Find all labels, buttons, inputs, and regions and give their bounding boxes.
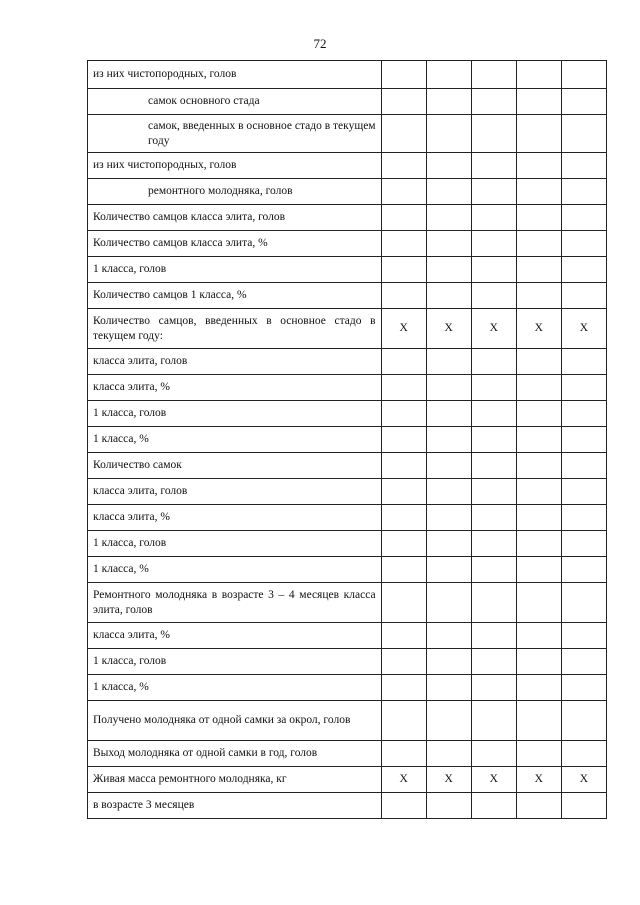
- value-cell: [561, 505, 606, 531]
- value-cell: [561, 427, 606, 453]
- value-cell: Х: [381, 309, 426, 349]
- value-cell: [561, 741, 606, 767]
- value-cell: [381, 741, 426, 767]
- value-cell: [561, 375, 606, 401]
- value-cell: [561, 257, 606, 283]
- table-row: [88, 793, 607, 819]
- value-cell: [471, 89, 516, 115]
- value-cell: [381, 179, 426, 205]
- table-row: [88, 309, 607, 349]
- table-row: [88, 453, 607, 479]
- value-cell: [471, 115, 516, 153]
- value-cell: [561, 179, 606, 205]
- value-cell: [471, 61, 516, 89]
- value-cell: [471, 741, 516, 767]
- value-cell: [516, 205, 561, 231]
- value-cell: Х: [516, 767, 561, 793]
- value-cell: [426, 375, 471, 401]
- value-cell: [471, 557, 516, 583]
- table-row: [88, 557, 607, 583]
- value-cell: [471, 649, 516, 675]
- row-label: в возрасте 3 месяцев: [88, 793, 382, 819]
- value-cell: [561, 701, 606, 741]
- value-cell: [381, 349, 426, 375]
- table-row: [88, 349, 607, 375]
- value-cell: [381, 583, 426, 623]
- row-label: из них чистопородных, голов: [88, 153, 382, 179]
- value-cell: [426, 583, 471, 623]
- row-label: 1 класса, голов: [88, 257, 382, 283]
- value-cell: [381, 557, 426, 583]
- value-cell: [471, 179, 516, 205]
- value-cell: [516, 283, 561, 309]
- table-row: [88, 179, 607, 205]
- value-cell: [471, 257, 516, 283]
- value-cell: [561, 623, 606, 649]
- value-cell: [381, 153, 426, 179]
- value-cell: [561, 531, 606, 557]
- value-cell: [516, 479, 561, 505]
- value-cell: [471, 231, 516, 257]
- data-table: [87, 60, 607, 819]
- value-cell: [516, 557, 561, 583]
- value-cell: [381, 479, 426, 505]
- value-cell: [516, 153, 561, 179]
- table-row: [88, 427, 607, 453]
- value-cell: [561, 401, 606, 427]
- value-cell: [426, 231, 471, 257]
- table-row: [88, 583, 607, 623]
- row-label: 1 класса, голов: [88, 401, 382, 427]
- value-cell: [471, 793, 516, 819]
- value-cell: [381, 453, 426, 479]
- value-cell: [561, 231, 606, 257]
- value-cell: [426, 479, 471, 505]
- row-label: Количество самцов 1 класса, %: [88, 283, 382, 309]
- value-cell: [471, 375, 516, 401]
- row-label: 1 класса, %: [88, 557, 382, 583]
- row-label: Количество самцов, введенных в основное стадо в текущем году:: [88, 309, 382, 349]
- value-cell: [426, 401, 471, 427]
- table-row: [88, 89, 607, 115]
- value-cell: [471, 283, 516, 309]
- page-number: 72: [313, 36, 327, 51]
- value-cell: [426, 793, 471, 819]
- table-row: [88, 257, 607, 283]
- row-label: класса элита, %: [88, 623, 382, 649]
- table-row: [88, 675, 607, 701]
- value-cell: [471, 427, 516, 453]
- value-cell: [426, 61, 471, 89]
- value-cell: [426, 153, 471, 179]
- value-cell: [471, 401, 516, 427]
- value-cell: [381, 115, 426, 153]
- table-row: [88, 61, 607, 89]
- value-cell: Х: [471, 767, 516, 793]
- value-cell: [471, 505, 516, 531]
- value-cell: [516, 115, 561, 153]
- value-cell: [471, 701, 516, 741]
- value-cell: [381, 623, 426, 649]
- row-label: Количество самок: [88, 453, 382, 479]
- value-cell: [471, 479, 516, 505]
- value-cell: [561, 115, 606, 153]
- table-row: [88, 623, 607, 649]
- row-label: из них чистопородных, голов: [88, 61, 382, 89]
- row-label: Живая масса ремонтного молодняка, кг: [88, 767, 382, 793]
- value-cell: [426, 531, 471, 557]
- table-row: [88, 741, 607, 767]
- value-cell: [426, 557, 471, 583]
- value-cell: [516, 89, 561, 115]
- value-cell: [516, 401, 561, 427]
- value-cell: [381, 793, 426, 819]
- value-cell: [516, 623, 561, 649]
- value-cell: [471, 205, 516, 231]
- row-label: самок основного стада: [88, 89, 382, 115]
- value-cell: [561, 153, 606, 179]
- value-cell: Х: [426, 767, 471, 793]
- value-cell: [381, 257, 426, 283]
- value-cell: [426, 701, 471, 741]
- value-cell: [381, 283, 426, 309]
- row-label: класса элита, %: [88, 375, 382, 401]
- value-cell: [516, 741, 561, 767]
- table-row: [88, 479, 607, 505]
- value-cell: [516, 505, 561, 531]
- value-cell: [516, 531, 561, 557]
- row-label: ремонтного молодняка, голов: [88, 179, 382, 205]
- value-cell: [426, 453, 471, 479]
- value-cell: [516, 231, 561, 257]
- row-label: Получено молодняка от одной самки за окрол, голов: [88, 701, 382, 741]
- value-cell: [561, 479, 606, 505]
- row-label: Выход молодняка от одной самки в год, голов: [88, 741, 382, 767]
- row-label: 1 класса, голов: [88, 649, 382, 675]
- value-cell: [381, 675, 426, 701]
- value-cell: [561, 453, 606, 479]
- value-cell: [516, 375, 561, 401]
- table-row: [88, 505, 607, 531]
- row-label: класса элита, голов: [88, 349, 382, 375]
- value-cell: Х: [426, 309, 471, 349]
- value-cell: [426, 427, 471, 453]
- value-cell: [471, 675, 516, 701]
- value-cell: [561, 793, 606, 819]
- value-cell: [426, 623, 471, 649]
- value-cell: [516, 793, 561, 819]
- table-row: [88, 375, 607, 401]
- table-row: [88, 153, 607, 179]
- row-label: Ремонтного молодняка в возрасте 3 – 4 месяцев класса элита, голов: [88, 583, 382, 623]
- value-cell: [426, 205, 471, 231]
- value-cell: [426, 257, 471, 283]
- value-cell: [471, 453, 516, 479]
- value-cell: [426, 89, 471, 115]
- value-cell: [381, 231, 426, 257]
- row-label: Количество самцов класса элита, %: [88, 231, 382, 257]
- value-cell: [426, 675, 471, 701]
- value-cell: [381, 401, 426, 427]
- table-row: [88, 701, 607, 741]
- value-cell: [561, 557, 606, 583]
- value-cell: [426, 741, 471, 767]
- row-label: класса элита, %: [88, 505, 382, 531]
- value-cell: Х: [516, 309, 561, 349]
- row-label: класса элита, голов: [88, 479, 382, 505]
- value-cell: [561, 675, 606, 701]
- value-cell: [381, 61, 426, 89]
- value-cell: [426, 649, 471, 675]
- table-row: [88, 767, 607, 793]
- table-row: [88, 115, 607, 153]
- value-cell: [516, 61, 561, 89]
- value-cell: [426, 349, 471, 375]
- value-cell: [381, 531, 426, 557]
- value-cell: [516, 701, 561, 741]
- row-label: 1 класса, %: [88, 675, 382, 701]
- value-cell: [516, 257, 561, 283]
- value-cell: [561, 649, 606, 675]
- table-row: [88, 205, 607, 231]
- value-cell: [471, 531, 516, 557]
- value-cell: [516, 453, 561, 479]
- value-cell: [426, 115, 471, 153]
- value-cell: [381, 505, 426, 531]
- value-cell: [471, 349, 516, 375]
- value-cell: [471, 623, 516, 649]
- value-cell: [381, 701, 426, 741]
- value-cell: Х: [471, 309, 516, 349]
- value-cell: [516, 675, 561, 701]
- value-cell: [471, 583, 516, 623]
- row-label: 1 класса, %: [88, 427, 382, 453]
- value-cell: Х: [381, 767, 426, 793]
- value-cell: [381, 89, 426, 115]
- table-row: [88, 231, 607, 257]
- value-cell: [561, 283, 606, 309]
- table-row: [88, 649, 607, 675]
- value-cell: [426, 283, 471, 309]
- table-row: [88, 531, 607, 557]
- value-cell: [516, 427, 561, 453]
- row-label: самок, введенных в основное стадо в текущем году: [88, 115, 382, 153]
- value-cell: [561, 61, 606, 89]
- value-cell: [516, 583, 561, 623]
- value-cell: [516, 179, 561, 205]
- table-row: [88, 401, 607, 427]
- row-label: Количество самцов класса элита, голов: [88, 205, 382, 231]
- value-cell: [471, 153, 516, 179]
- value-cell: [381, 205, 426, 231]
- table-row: [88, 283, 607, 309]
- value-cell: [561, 583, 606, 623]
- value-cell: Х: [561, 767, 606, 793]
- value-cell: [426, 179, 471, 205]
- value-cell: [561, 89, 606, 115]
- value-cell: Х: [561, 309, 606, 349]
- row-label: 1 класса, голов: [88, 531, 382, 557]
- value-cell: [561, 205, 606, 231]
- value-cell: [381, 649, 426, 675]
- value-cell: [381, 427, 426, 453]
- value-cell: [516, 349, 561, 375]
- table-body: [88, 61, 607, 819]
- value-cell: [561, 349, 606, 375]
- value-cell: [426, 505, 471, 531]
- value-cell: [516, 649, 561, 675]
- value-cell: [381, 375, 426, 401]
